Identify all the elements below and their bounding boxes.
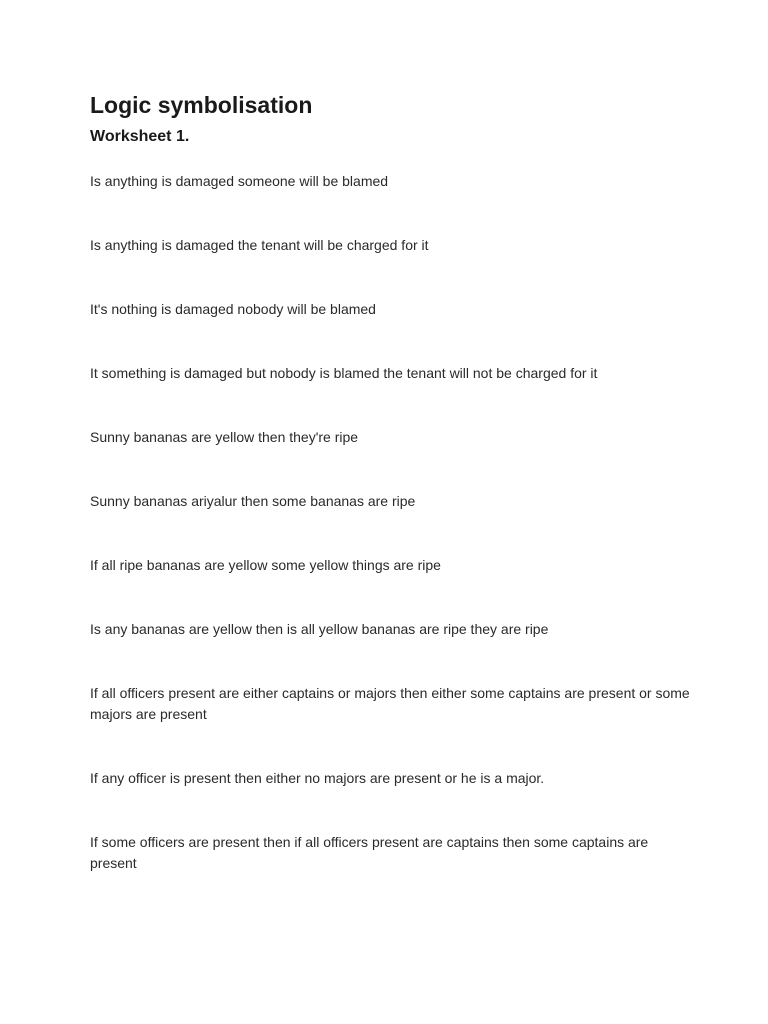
page-title: Logic symbolisation xyxy=(90,92,313,118)
exercise-item-1: Is anything is damaged someone will be blamed xyxy=(90,173,389,189)
exercise-item-7: If all ripe bananas are yellow some yellow things are ripe xyxy=(90,557,441,573)
exercise-item-10: If any officer is present then either no majors are present or he is a major. xyxy=(90,770,545,786)
exercise-item-4: It something is damaged but nobody is blamed the tenant will not be charged for it xyxy=(90,365,598,381)
exercise-item-9: If all officers present are either captains or majors then either some captains are present or some majors are present xyxy=(90,685,690,722)
exercise-item-11: If some officers are present then if all officers present are captains then some captains are present xyxy=(90,834,649,871)
exercise-item-6: Sunny bananas ariyalur then some bananas are ripe xyxy=(90,493,416,509)
exercise-item-2: Is anything is damaged the tenant will be charged for it xyxy=(90,237,429,253)
exercise-item-5: Sunny bananas are yellow then they're ripe xyxy=(90,429,359,445)
exercise-item-3: It's nothing is damaged nobody will be blamed xyxy=(90,301,376,317)
worksheet-subtitle: Worksheet 1. xyxy=(90,128,190,145)
exercise-item-8: Is any bananas are yellow then is all yellow bananas are ripe they are ripe xyxy=(90,621,549,637)
